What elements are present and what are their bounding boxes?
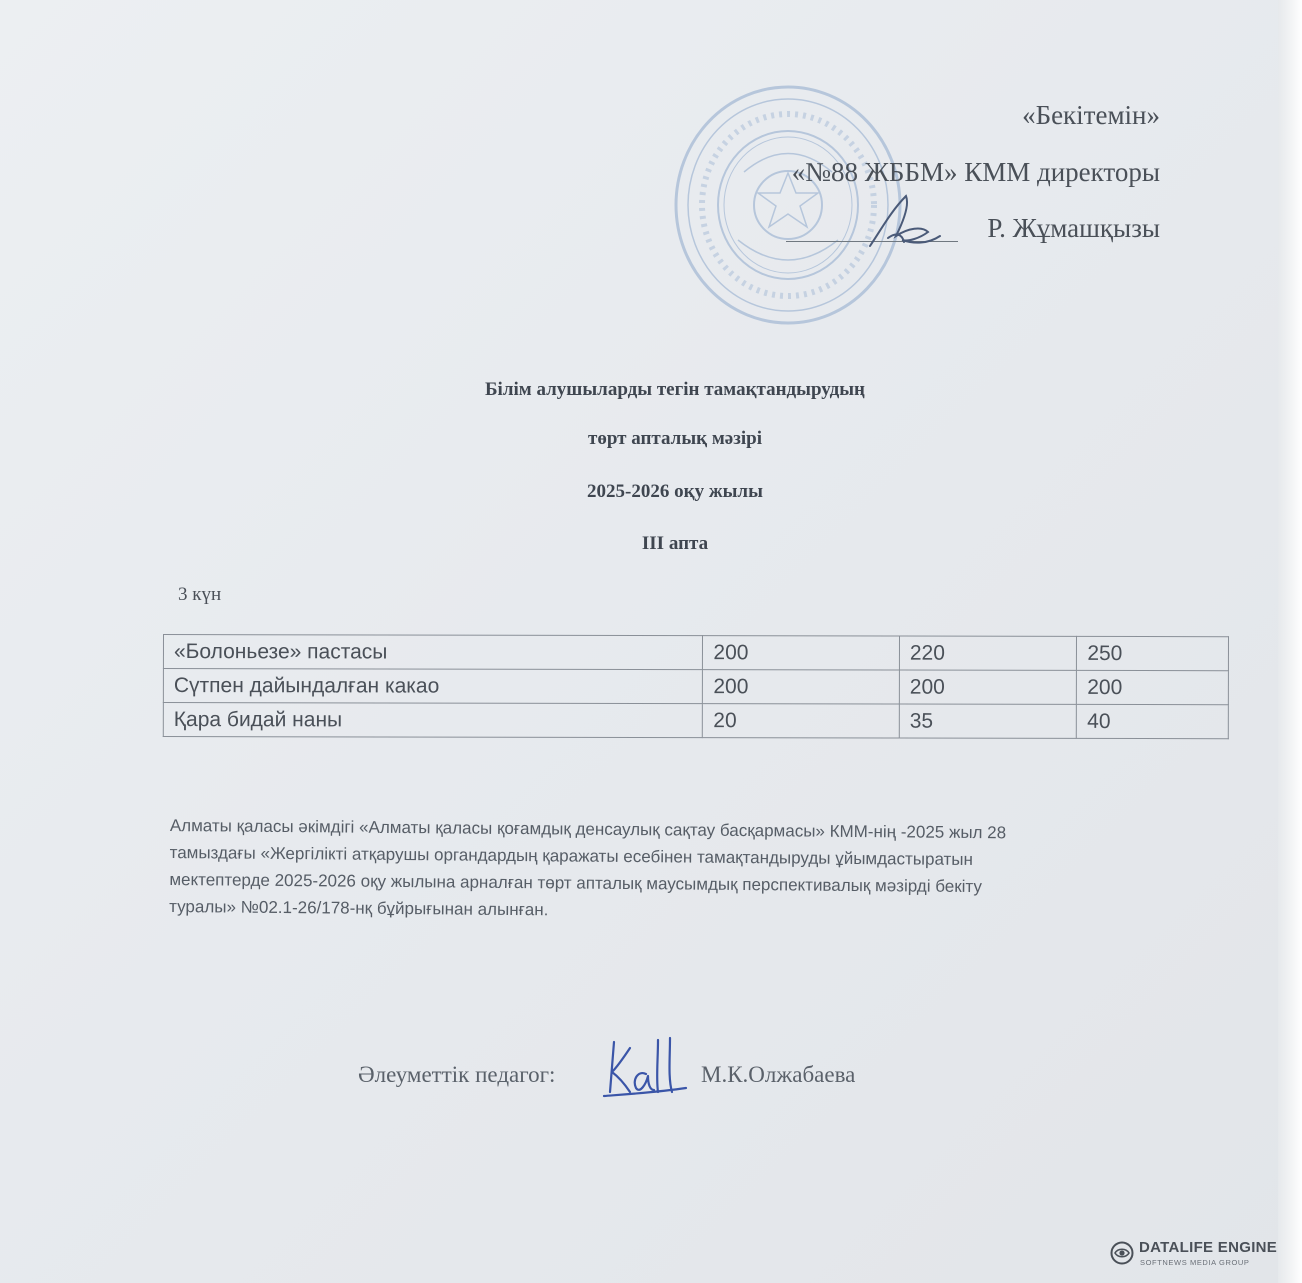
footnote-line-4: туралы» №02.1-26/178-нқ бұйрығынан алынған. <box>169 896 549 920</box>
portion-cell-1: 20 <box>703 704 899 738</box>
document-title-line-1: Білім алушыларды тегін тамақтандырудың <box>484 379 865 400</box>
portion-cell-3: 40 <box>1077 704 1229 738</box>
source-footnote <box>169 812 1190 929</box>
portion-cell-3: 200 <box>1077 670 1229 704</box>
paper-edge <box>1278 0 1302 1283</box>
academic-year: 2025-2026 оқу жылы <box>587 481 763 502</box>
portion-cell-2: 220 <box>899 636 1077 670</box>
table-row <box>163 703 1228 739</box>
table-row <box>163 669 1228 705</box>
eye-logo-icon <box>1110 1241 1134 1265</box>
watermark-subtitle: SOFTNEWS MEDIA GROUP <box>1140 1258 1250 1267</box>
director-signature-icon <box>862 188 952 258</box>
pedagog-signature-icon <box>600 1034 690 1104</box>
week-number: ІІІ апта <box>641 533 709 554</box>
site-watermark <box>1110 1238 1282 1272</box>
dish-name-cell: Қара бидай наны <box>163 703 703 738</box>
menu-table <box>163 634 1229 739</box>
document-title-line-2: төрт апталық мәзірі <box>588 428 762 449</box>
approval-position: «№88 ЖББМ» КММ директоры <box>791 157 1160 187</box>
watermark-title: DATALIFE ENGINE <box>1139 1239 1278 1256</box>
signer-name: М.К.Олжабаева <box>701 1062 856 1087</box>
footnote-line-1: Алматы қаласы әкімдігі «Алматы қаласы қоғамдық денсаулық сақтау басқармасы» КММ-нің -2025 жыл 28 <box>169 815 1007 843</box>
signer-title: Әлеуметтік педагог: <box>358 1062 556 1087</box>
day-label: 3 күн <box>178 584 222 605</box>
footnote-line-2: тамыздағы «Жергілікті атқарушы органдардың қаражаты есебінен тамақтандыруды ұйымдастыратын <box>169 842 974 870</box>
approval-heading: «Бекітемін» <box>1022 100 1160 130</box>
portion-cell-3: 250 <box>1077 636 1229 670</box>
dish-name-cell: «Болоньезе» пастасы <box>163 635 703 670</box>
dish-name-cell: Сүтпен дайындалған какао <box>163 669 703 704</box>
portion-cell-2: 35 <box>899 704 1077 738</box>
portion-cell-1: 200 <box>703 670 899 704</box>
footnote-line-3: мектептерде 2025-2026 оқу жылына арналған төрт апталық маусымдық перспективалық мәзірді бекіту <box>169 869 983 897</box>
director-name: Р. Жұмашқызы <box>987 213 1160 243</box>
portion-cell-1: 200 <box>703 636 899 670</box>
portion-cell-2: 200 <box>899 670 1077 704</box>
table-row <box>163 635 1228 671</box>
